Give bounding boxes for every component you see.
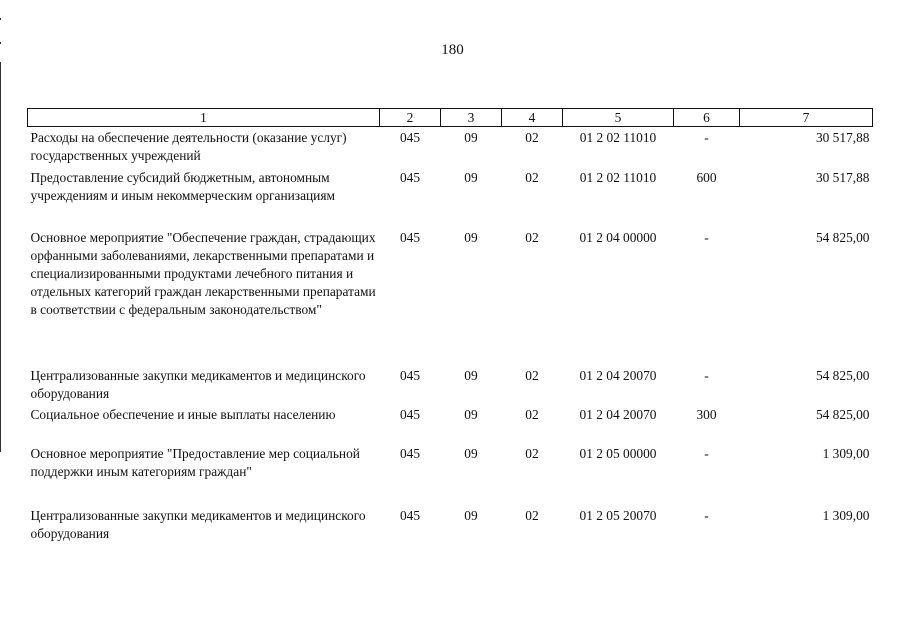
row-col-6: 300	[696, 406, 717, 422]
row-amount: 1 309,00	[822, 445, 870, 461]
row-col-2: 045	[399, 507, 421, 523]
row-name: Основное мероприятие "Предоставление мер социальной поддержки иным категориям граждан"	[30, 445, 360, 479]
row-col-5: 01 2 04 20070	[579, 367, 657, 383]
header-row	[28, 109, 873, 127]
table-row	[28, 443, 873, 505]
row-col-2: 045	[399, 445, 421, 461]
row-col-4: 02	[525, 130, 539, 145]
row-col-2: 045	[399, 130, 421, 145]
header-cell-2: 2	[380, 109, 441, 127]
row-amount: 54 825,00	[815, 367, 870, 383]
row-col-5: 01 2 02 11010	[579, 169, 657, 185]
table-body	[28, 127, 873, 545]
row-col-4: 02	[525, 367, 539, 383]
header-cell-6: 6	[674, 109, 740, 127]
table-row	[28, 167, 873, 227]
row-col-3: 09	[464, 445, 478, 461]
row-col-2: 045	[399, 367, 421, 383]
row-name: Централизованные закупки медикаментов и медицинского оборудования	[30, 507, 366, 541]
row-col-3: 09	[464, 367, 478, 383]
header-cell-1: 1	[28, 109, 380, 127]
page-number: 180	[441, 42, 464, 58]
row-col-6: -	[704, 367, 709, 383]
budget-table	[27, 108, 873, 545]
scan-edge-mark	[0, 18, 1, 20]
header-cell-7: 7	[740, 109, 873, 127]
table-header	[28, 109, 873, 127]
row-col-6: -	[704, 130, 709, 145]
table-row	[28, 365, 873, 404]
row-col-4: 02	[525, 445, 539, 461]
row-col-6: -	[704, 445, 709, 461]
row-col-3: 09	[464, 130, 478, 145]
row-col-4: 02	[525, 169, 539, 185]
row-name: Централизованные закупки медикаментов и медицинского оборудования	[30, 367, 366, 401]
row-col-5: 01 2 02 11010	[579, 130, 657, 145]
budget-table-container	[27, 108, 872, 545]
row-amount: 30 517,88	[815, 169, 870, 185]
row-col-2: 045	[399, 406, 421, 422]
row-name: Социальное обеспечение и иные выплаты населению	[30, 406, 336, 422]
row-col-6: 600	[696, 169, 717, 185]
row-col-4: 02	[525, 406, 539, 422]
header-cell-5: 5	[563, 109, 674, 127]
row-col-3: 09	[464, 229, 478, 245]
row-col-2: 045	[399, 169, 421, 185]
row-col-3: 09	[464, 406, 478, 422]
row-amount: 1 309,00	[822, 507, 870, 523]
row-col-2: 045	[399, 229, 421, 245]
scan-edge-line	[0, 62, 1, 452]
header-cell-4: 4	[502, 109, 563, 127]
row-col-3: 09	[464, 507, 478, 523]
row-amount: 54 825,00	[815, 229, 870, 245]
table-row	[28, 505, 873, 545]
row-col-5: 01 2 04 20070	[579, 406, 657, 422]
table-row	[28, 227, 873, 365]
row-col-6: -	[704, 507, 709, 523]
row-name: Предоставление субсидий бюджетным, автономным учреждениям и иным некоммерческим организациям	[30, 169, 335, 203]
row-col-4: 02	[525, 229, 539, 245]
row-name: Основное мероприятие "Обеспечение граждан, страдающих орфанными заболеваниями, лекарственными препаратами и специализированными продуктами лечебного питания и отдельных категорий граждан лекарственными препаратами в соответствии с федеральным законодательством"	[30, 229, 376, 317]
header-cell-3: 3	[441, 109, 502, 127]
row-col-5: 01 2 04 00000	[579, 229, 657, 245]
table-row	[28, 127, 873, 167]
row-col-5: 01 2 05 20070	[579, 507, 657, 523]
row-name: Расходы на обеспечение деятельности (оказание услуг) государственных учреждений	[30, 130, 347, 163]
row-amount: 54 825,00	[815, 406, 870, 422]
row-col-5: 01 2 05 00000	[579, 445, 657, 461]
row-amount: 30 517,88	[815, 130, 870, 145]
row-col-6: -	[704, 229, 709, 245]
row-col-4: 02	[525, 507, 539, 523]
row-col-3: 09	[464, 169, 478, 185]
table-row	[28, 404, 873, 443]
